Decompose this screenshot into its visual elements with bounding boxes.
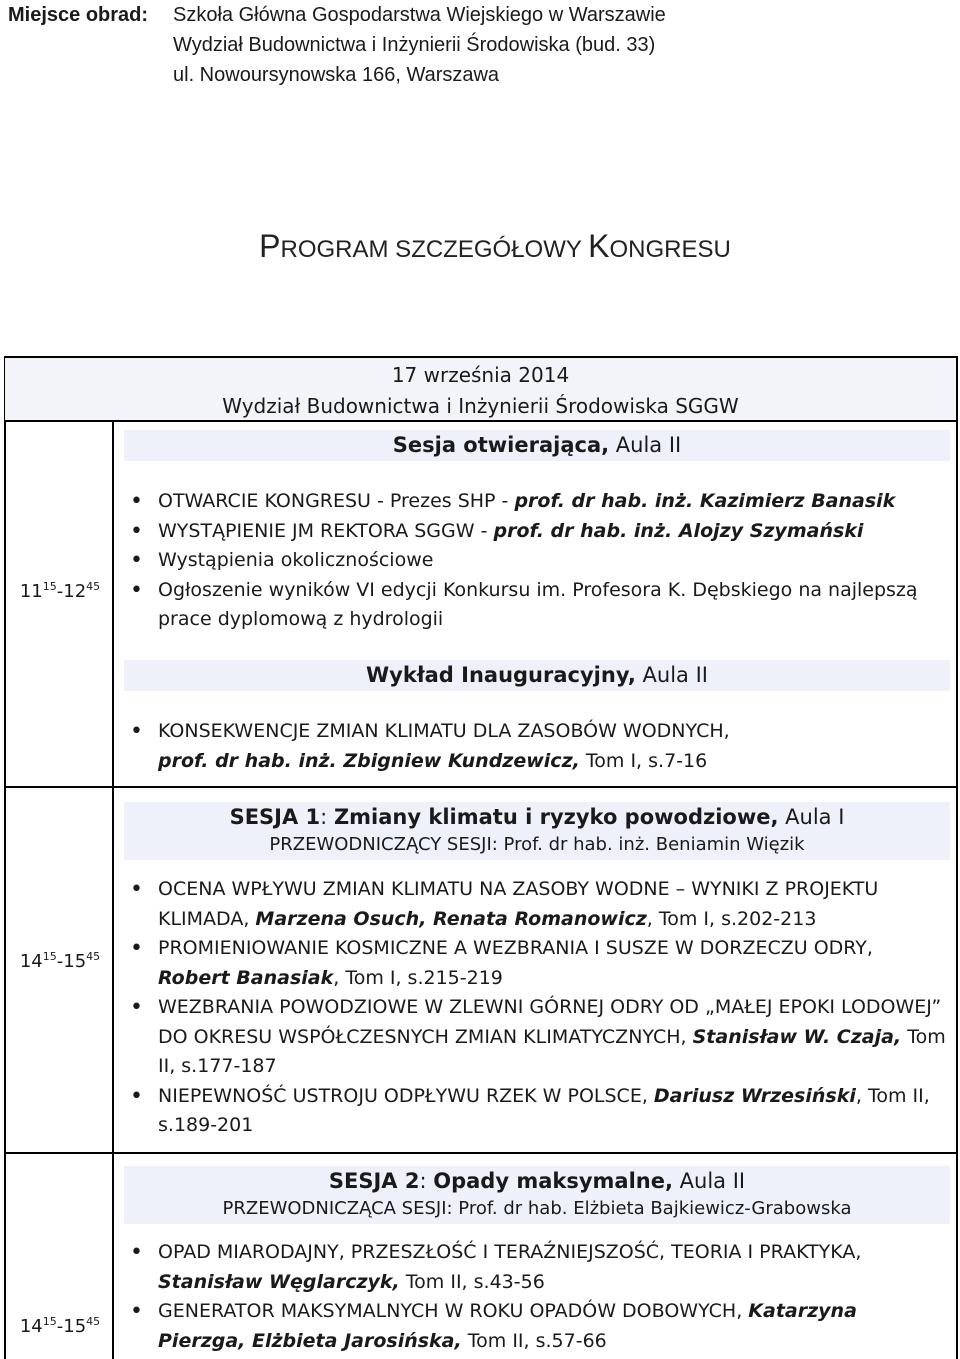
time-column-divider [6,420,114,788]
list-item: • WYSTĄPIENIE JM REKTORA SGGW - prof. dr hab. inż. Alojzy Szymański [130,517,950,547]
venue-label: Miejsce obrad: [8,4,149,26]
lecture-items [130,717,950,776]
day-header [5,358,956,422]
time-slot: $11^{15}-12^{45}$ [19,580,101,602]
day-place: Wydział Budownictwa i Inżynierii Środowiska SGGW [222,394,739,418]
time-slot: $14^{15}-15^{45}$ [19,1315,101,1337]
venue-block [8,0,666,90]
row-divider [4,1152,958,1154]
lecture-header: Wykład Inauguracyjny, Aula II [124,660,950,691]
session-1-chair: PRZEWODNICZĄCY SESJI: Prof. dr hab. inż. Beniamin Więzik [269,834,805,855]
row-divider [4,786,958,788]
list-item: • NIEPEWNOŚĆ USTROJU ODPŁYWU RZEK W POLSCE, Dariusz Wrzesiński, Tom II, s.189-201 [130,1082,950,1141]
venue-line-3: ul. Nowoursynowska 166, Warszawa [173,64,500,86]
list-item: • WEZBRANIA POWODZIOWE W ZLEWNI GÓRNEJ ODRY OD „MAŁEJ EPOKI LODOWEJ” DO OKRESU WSPÓŁCZESNYCH ZMIAN KLIMATYCZNYCH, Stanisław W. Czaja, Tom II, s.177-187 [130,993,950,1082]
session-2-items [130,1238,950,1356]
session-1-items [130,875,950,1141]
list-item: • Ogłoszenie wyników VI edycji Konkursu im. Profesora K. Dębskiego na najlepszą prace dyplomową z hydrologii [130,576,938,635]
page-title: PROGRAM SZCZEGÓŁOWY KONGRESU [259,228,731,264]
opening-items [130,487,950,635]
venue-line-1: Szkoła Główna Gospodarstwa Wiejskiego w Warszawie [173,4,666,26]
session-2-header: SESJA 2: Opady maksymalne, Aula II PRZEWODNICZĄCA SESJI: Prof. dr hab. Elżbieta Bajkiewicz-Grabowska [124,1166,950,1224]
day-date: 17 września 2014 [391,363,570,387]
list-item: • Wystąpienia okolicznościowe [130,546,950,576]
list-item: • OTWARCIE KONGRESU - Prezes SHP - prof. dr hab. inż. Kazimierz Banasik [130,487,950,517]
session-1-header: SESJA 1: Zmiany klimatu i ryzyko powodziowe, Aula I PRZEWODNICZĄCY SESJI: Prof. dr hab. inż. Beniamin Więzik [124,802,950,860]
list-item: • GENERATOR MAKSYMALNYCH W ROKU OPADÓW DOBOWYCH, Katarzyna Pierzga, Elżbieta Jarosińska, Tom II, s.57-66 [130,1297,950,1356]
list-item: • OCENA WPŁYWU ZMIAN KLIMATU NA ZASOBY WODNE – WYNIKI Z PROJEKTU KLIMADA, Marzena Osuch, Renata Romanowicz, Tom I, s.202-213 [130,875,950,934]
list-item: • PROMIENIOWANIE KOSMICZNE A WEZBRANIA I SUSZE W DORZECZU ODRY, Robert Banasiak, Tom I, s.215-219 [130,934,950,993]
venue-line-2: Wydział Budownictwa i Inżynierii Środowiska (bud. 33) [173,34,656,56]
opening-session-header: Sesja otwierająca, Aula II [124,430,950,461]
list-item: • OPAD MIARODAJNY, PRZESZŁOŚĆ I TERAŹNIEJSZOŚĆ, TEORIA I PRAKTYKA, Stanisław Węglarczyk, Tom II, s.43-56 [130,1238,950,1297]
list-item: • KONSEKWENCJE ZMIAN KLIMATU DLA ZASOBÓW WODNYCH, prof. dr hab. inż. Zbigniew Kundzewicz, Tom I, s.7-16 [130,717,950,776]
time-slot: $14^{15}-15^{45}$ [19,950,101,972]
session-2-chair: PRZEWODNICZĄCA SESJI: Prof. dr hab. Elżbieta Bajkiewicz-Grabowska [222,1198,852,1219]
